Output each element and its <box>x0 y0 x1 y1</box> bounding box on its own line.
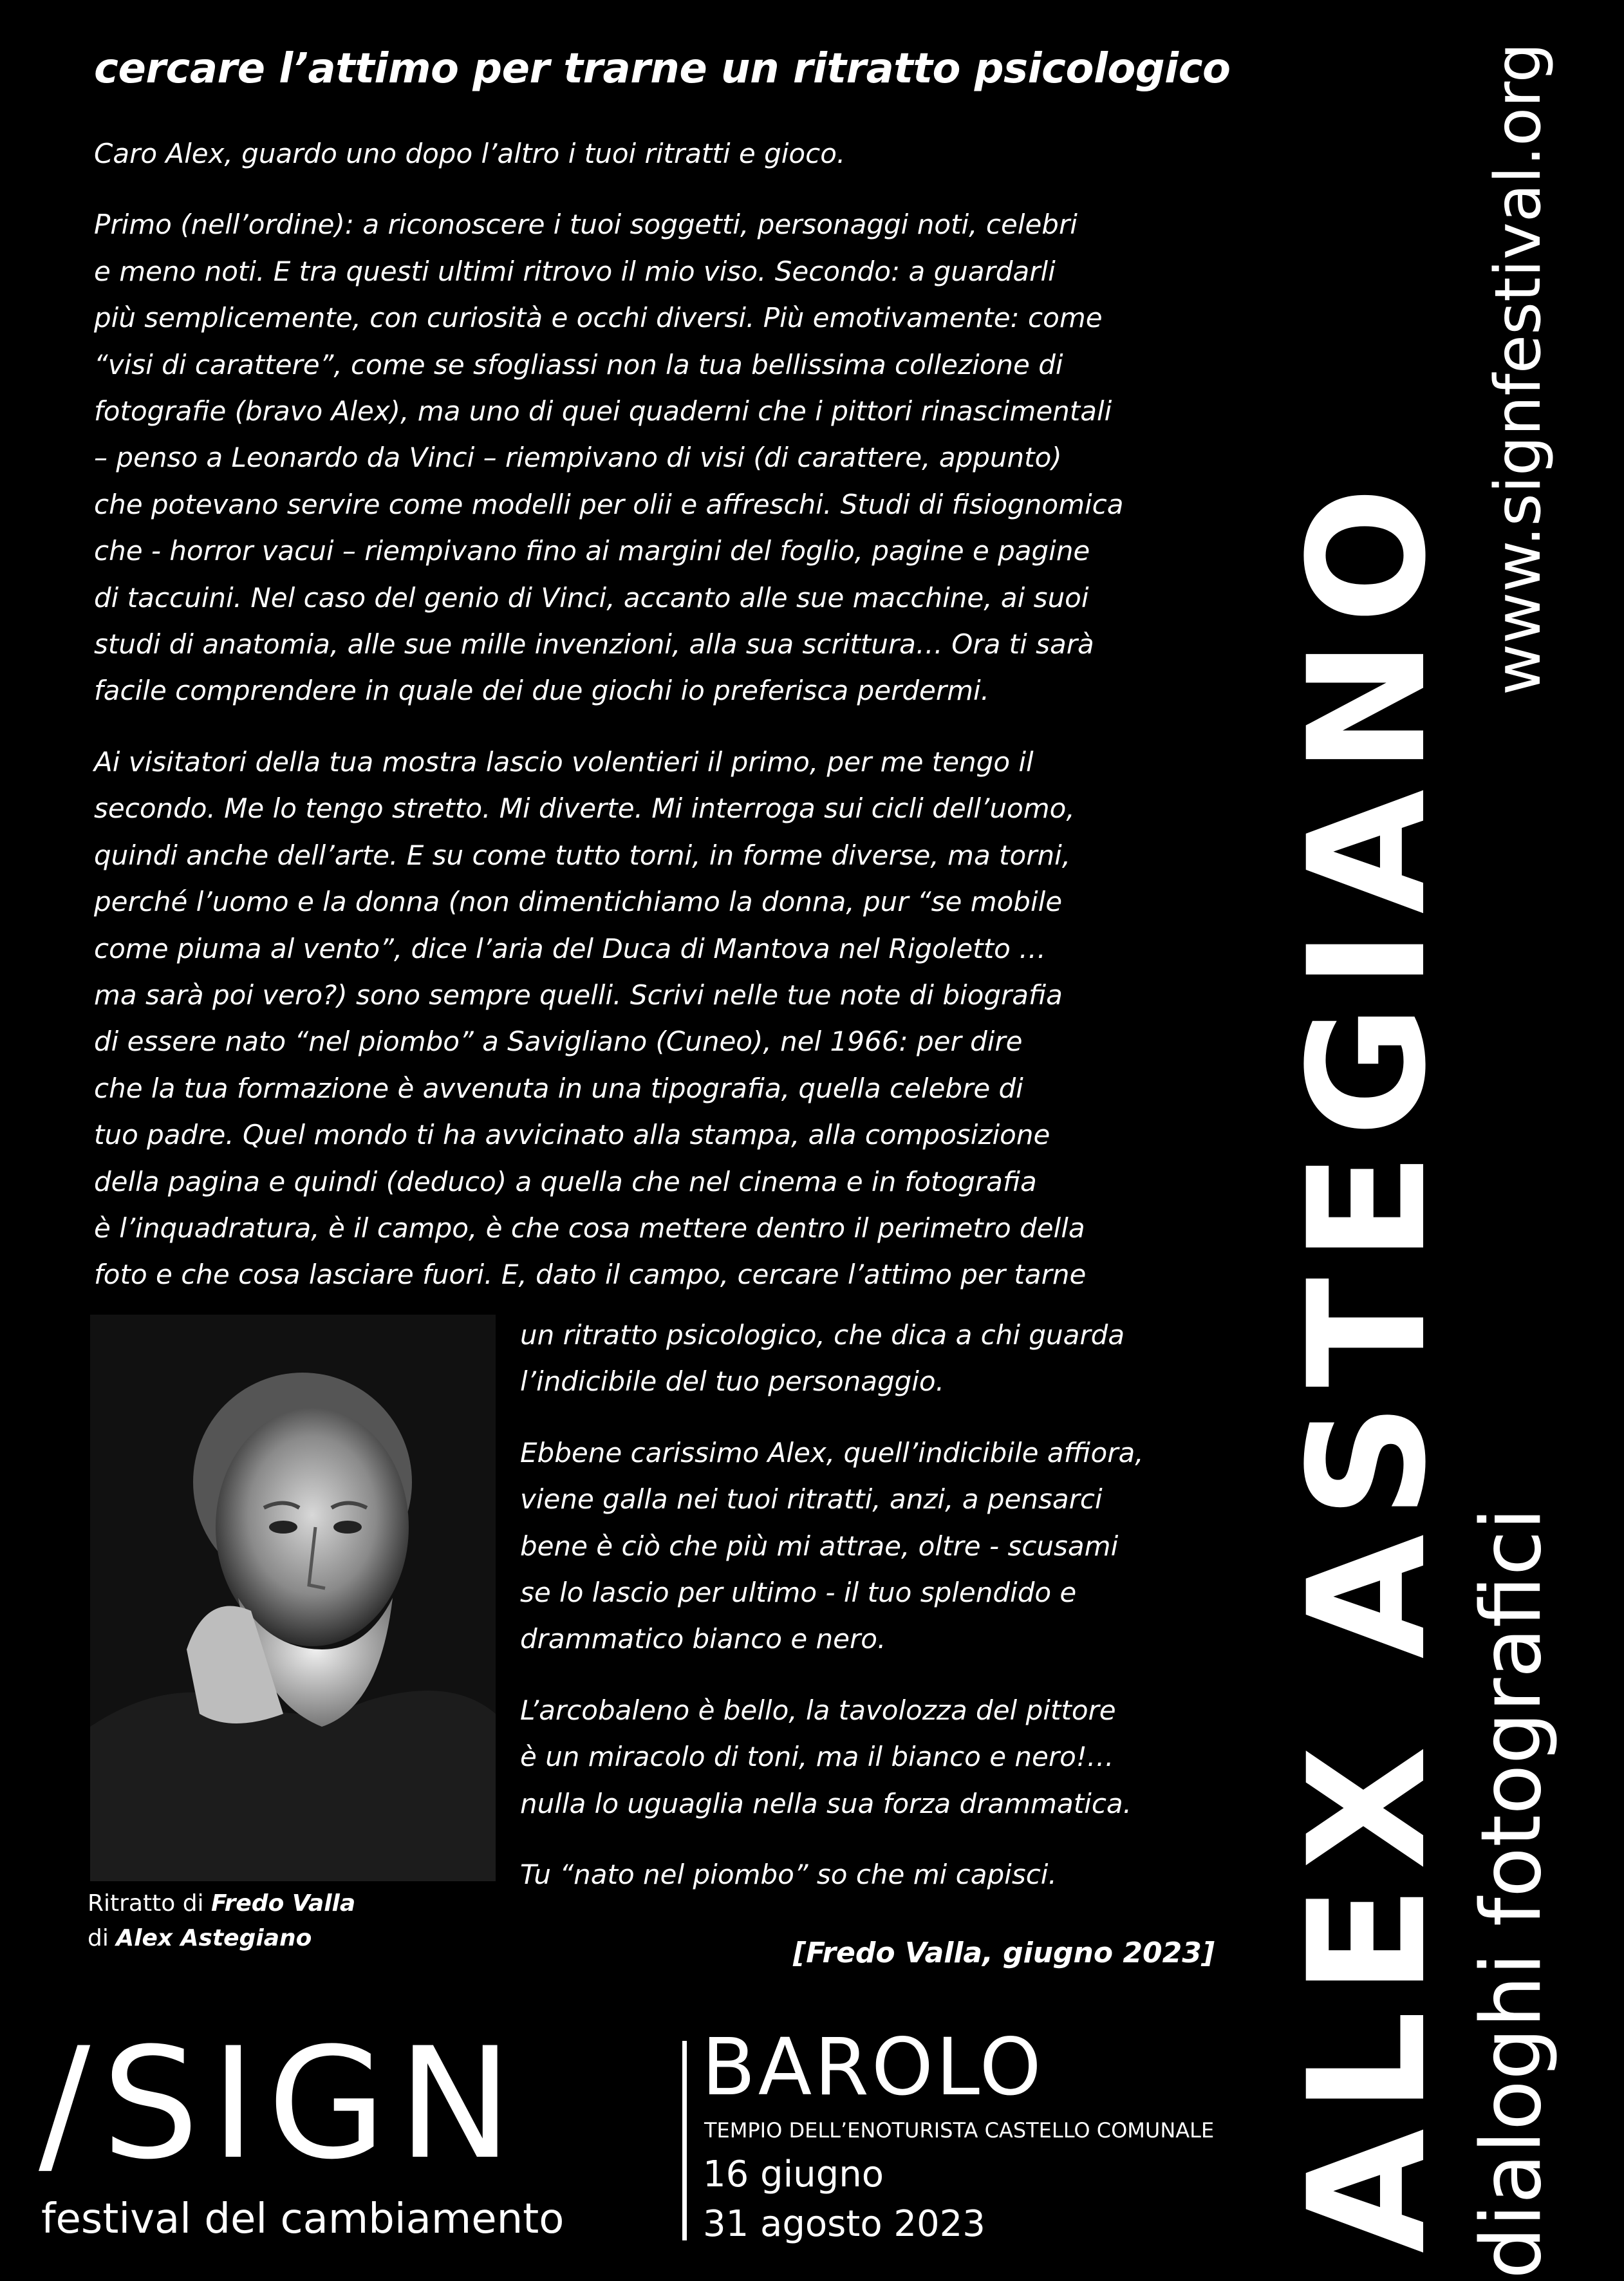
city-name: BAROLO <box>702 2022 1044 2113</box>
text-line: Caro Alex, guardo uno dopo l’altro i tuoi ritratti e gioco. <box>94 138 846 169</box>
portrait-photo <box>90 1315 496 1881</box>
subtitle-vertical: dialoghi fotografici <box>1464 1507 1560 2279</box>
text-line: come piuma al vento”, dice l’aria del Duca di Mantova nel Rigoletto … <box>94 932 1047 964</box>
text-line: Primo (nell’ordine): a riconoscere i tuoi soggetti, personaggi noti, celebri <box>94 209 1078 241</box>
artist-name-vertical: ALEX ASTEGIANO <box>1274 471 1461 2253</box>
text-line: Tu “nato nel piombo” so che mi capisci. <box>520 1859 1057 1891</box>
website-url[interactable]: www.signfestival.org <box>1482 42 1555 695</box>
text-line: della pagina e quindi (deduco) a quella che nel cinema e in fotografia <box>94 1165 1037 1197</box>
text-line: di taccuini. Nel caso del genio di Vinci, accanto alle sue macchine, ai suoi <box>94 581 1089 614</box>
text-line: più semplicemente, con curiosità e occhi diversi. Più emotivamente: come <box>94 302 1103 334</box>
text-line: foto e che cosa lasciare fuori. E, dato il campo, cercare l’attimo per tarne <box>94 1259 1087 1291</box>
letter-signature: [Fredo Valla, giugno 2023] <box>793 1937 1215 1969</box>
text-line: ma sarà poi vero?) sono sempre quelli. Scrivi nelle tue note di biografia <box>94 979 1063 1011</box>
text-line: tuo padre. Quel mondo ti ha avvicinato alla stampa, alla composizione <box>94 1119 1050 1151</box>
text-line: drammatico bianco e nero. <box>520 1623 886 1655</box>
date-end: 31 agosto 2023 <box>703 2203 985 2245</box>
photo-caption: Ritratto di Fredo Valla di Alex Astegiano <box>88 1890 356 1951</box>
text-line: e meno noti. E tra questi ultimi ritrovo il mio viso. Secondo: a guardarli <box>94 255 1056 287</box>
text-line: che la tua formazione è avvenuta in una tipografia, quella celebre di <box>94 1072 1023 1104</box>
portrait-illustration <box>90 1315 496 1881</box>
text-line: nulla lo uguaglia nella sua forza drammatica. <box>520 1787 1132 1819</box>
divider <box>682 2041 687 2240</box>
text-line: facile comprendere in quale dei due giochi io preferisca perdermi. <box>94 675 990 707</box>
caption-subject: Fredo Valla <box>211 1890 356 1917</box>
text-line: – penso a Leonardo da Vinci – riempivano di visi (di carattere, appunto) <box>94 442 1062 474</box>
text-line: di essere nato “nel piombo” a Savigliano (Cuneo), nel 1966: per dire <box>94 1026 1023 1058</box>
venue-name: TEMPIO DELL’ENOTURISTA CASTELLO COMUNALE <box>704 2118 1215 2143</box>
page-title: cercare l’attimo per trarne un ritratto psicologico <box>94 45 1231 93</box>
caption-author: Alex Astegiano <box>116 1925 312 1951</box>
festival-tagline: festival del cambiamento <box>41 2195 565 2243</box>
text-line: che - horror vacui – riempivano fino ai margini del foglio, pagine e pagine <box>94 535 1090 567</box>
text-line: Ebbene carissimo Alex, quell’indicibile affiora, <box>520 1436 1144 1469</box>
text-line: perché l’uomo e la donna (non dimentichiamo la donna, pur “se mobile <box>94 886 1063 918</box>
text-line: quindi anche dell’arte. E su come tutto torni, in forme diverse, ma torni, <box>94 839 1071 871</box>
text-line: fotografie (bravo Alex), ma uno di quei quaderni che i pittori rinascimentali <box>94 395 1112 427</box>
date-start: 16 giugno <box>703 2154 884 2195</box>
text-line: l’indicibile del tuo personaggio. <box>520 1366 944 1398</box>
letter-text-right <box>520 1312 1144 1898</box>
text-line: viene galla nei tuoi ritratti, anzi, a pensarci <box>520 1483 1103 1516</box>
text-line: è un miracolo di toni, ma il bianco e nero!… <box>520 1741 1114 1773</box>
text-line: che potevano servire come modelli per olii e affreschi. Studi di fisiognomica <box>94 488 1124 520</box>
text-line: studi di anatomia, alle sue mille invenzioni, alla sua scrittura… Ora ti sarà <box>94 628 1094 661</box>
text-line: se lo lascio per ultimo - il tuo splendido e <box>520 1577 1077 1609</box>
text-line: Ai visitatori della tua mostra lascio volentieri il primo, per me tengo il <box>94 746 1034 778</box>
text-line: è l’inquadratura, è il campo, è che cosa mettere dentro il perimetro della <box>94 1212 1085 1244</box>
text-line: un ritratto psicologico, che dica a chi guarda <box>520 1319 1125 1351</box>
letter-text-top <box>94 131 1124 1299</box>
sign-logo: /SIGN <box>39 2015 524 2193</box>
text-line: bene è ciò che più mi attrae, oltre - scusami <box>520 1530 1119 1562</box>
text-line: “visi di carattere”, come se sfogliassi non la tua bellissima collezione di <box>94 348 1063 380</box>
text-line: secondo. Me lo tengo stretto. Mi diverte. Mi interroga sui cicli dell’uomo, <box>94 793 1075 825</box>
text-line: L’arcobaleno è bello, la tavolozza del pittore <box>520 1694 1116 1726</box>
